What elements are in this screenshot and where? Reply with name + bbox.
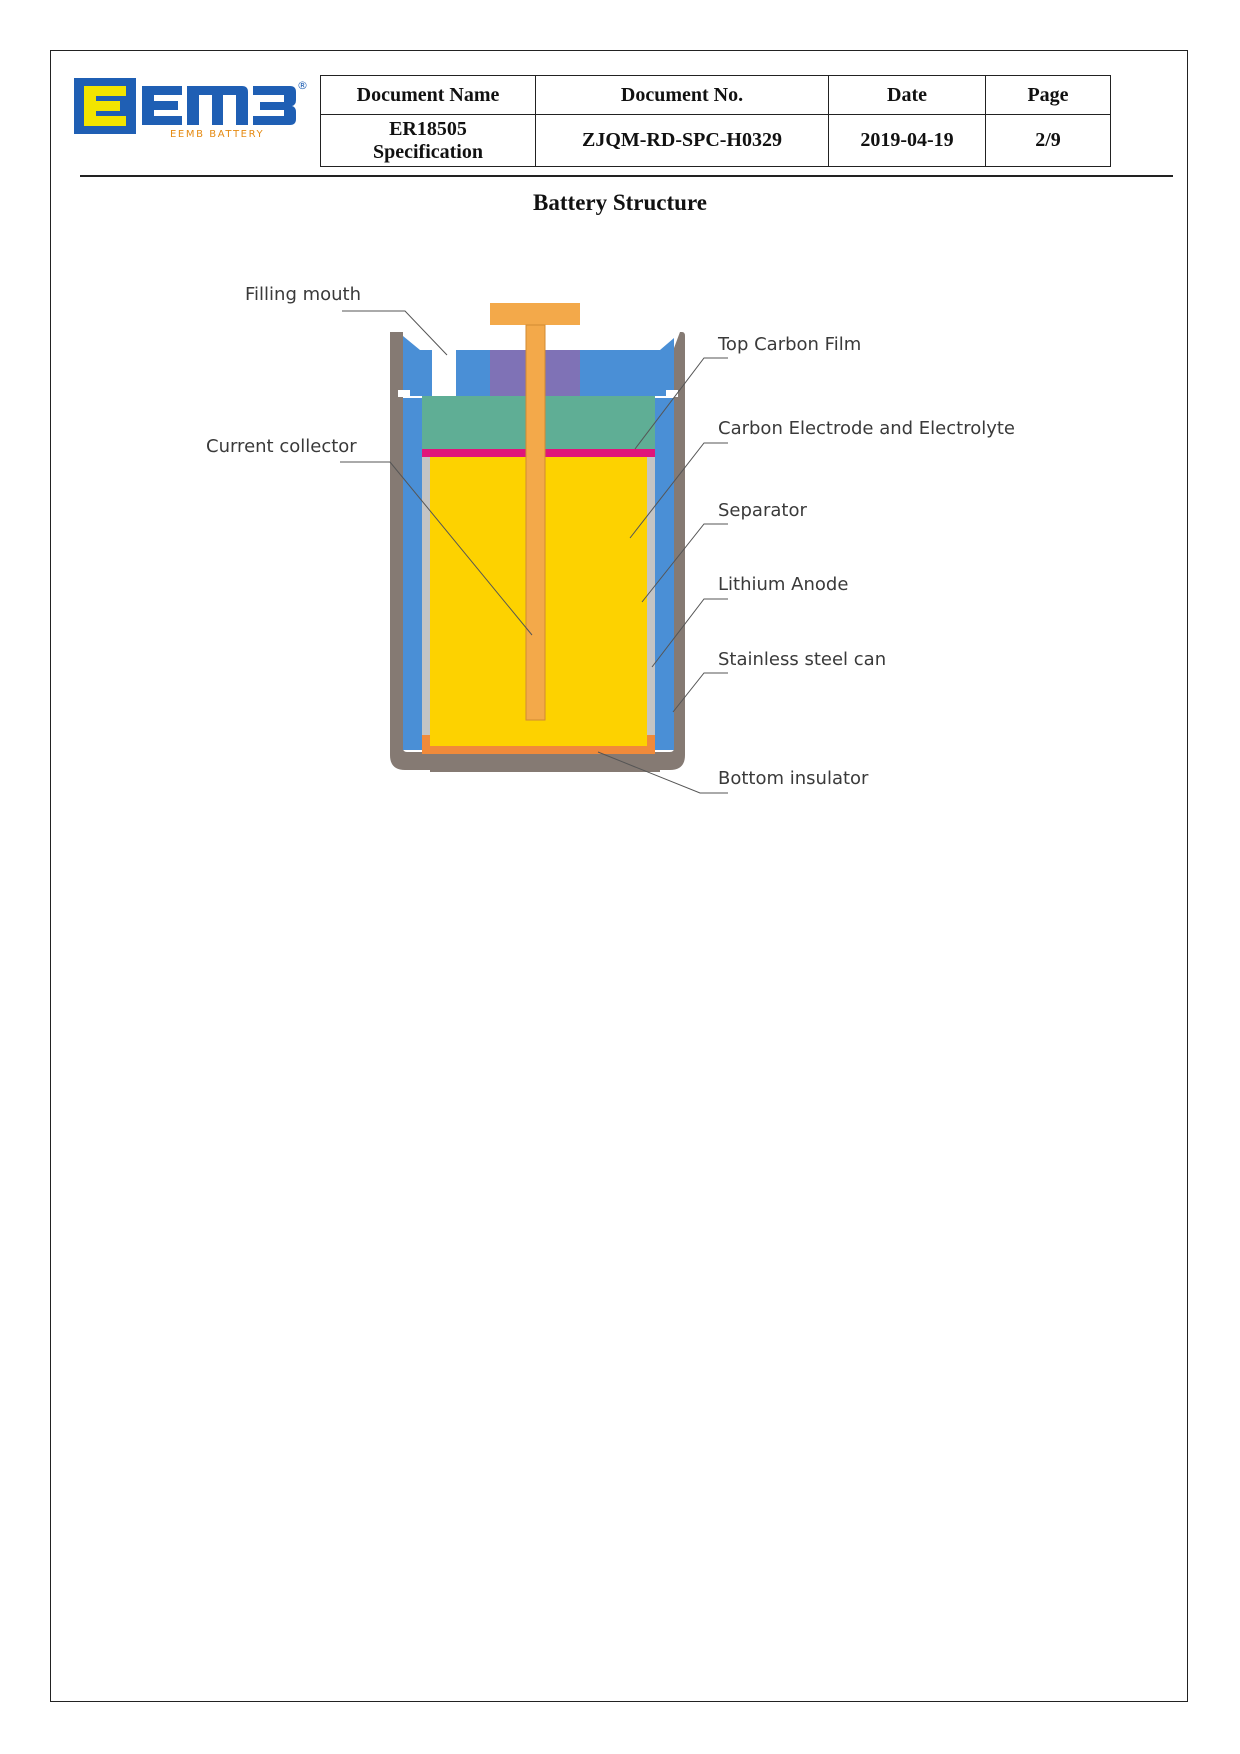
logo-m-letter [187,86,248,125]
logo-b-letter [253,86,296,125]
label-bottom-insulator: Bottom insulator [718,768,869,789]
label-lithium-anode: Lithium Anode [718,574,849,595]
header-value-row [321,115,1111,167]
date-label: Date [829,76,986,115]
page-frame [50,50,1188,1702]
document-header-table [320,75,1111,167]
label-carbon-electrode: Carbon Electrode and Electrolyte [718,418,1015,439]
section-title: Battery Structure [533,190,707,215]
document-no-value: ZJQM-RD-SPC-H0329 [536,115,829,167]
label-filling-mouth: Filling mouth [245,284,362,305]
label-separator: Separator [718,500,807,521]
page-value: 2/9 [986,115,1111,167]
label-top-carbon-film: Top Carbon Film [718,334,862,355]
logo-e2-letter [142,86,182,125]
logo-e-letter [84,86,126,126]
document-name-label: Document Name [321,76,536,115]
header-rule [80,175,1173,177]
logo-tagline: EEMB BATTERY [170,129,265,140]
document-name-line1: ER18505 [389,117,467,140]
eemb-logo [74,78,308,140]
document-name-line2: Specification [373,140,483,163]
label-current-collector: Current collector [206,436,357,457]
logo-registered: ® [297,79,308,92]
label-stainless-steel-can: Stainless steel can [718,649,887,670]
header-label-row [321,76,1111,115]
document-name-value [321,115,536,167]
page-label: Page [986,76,1111,115]
date-value: 2019-04-19 [829,115,986,167]
document-no-label: Document No. [536,76,829,115]
